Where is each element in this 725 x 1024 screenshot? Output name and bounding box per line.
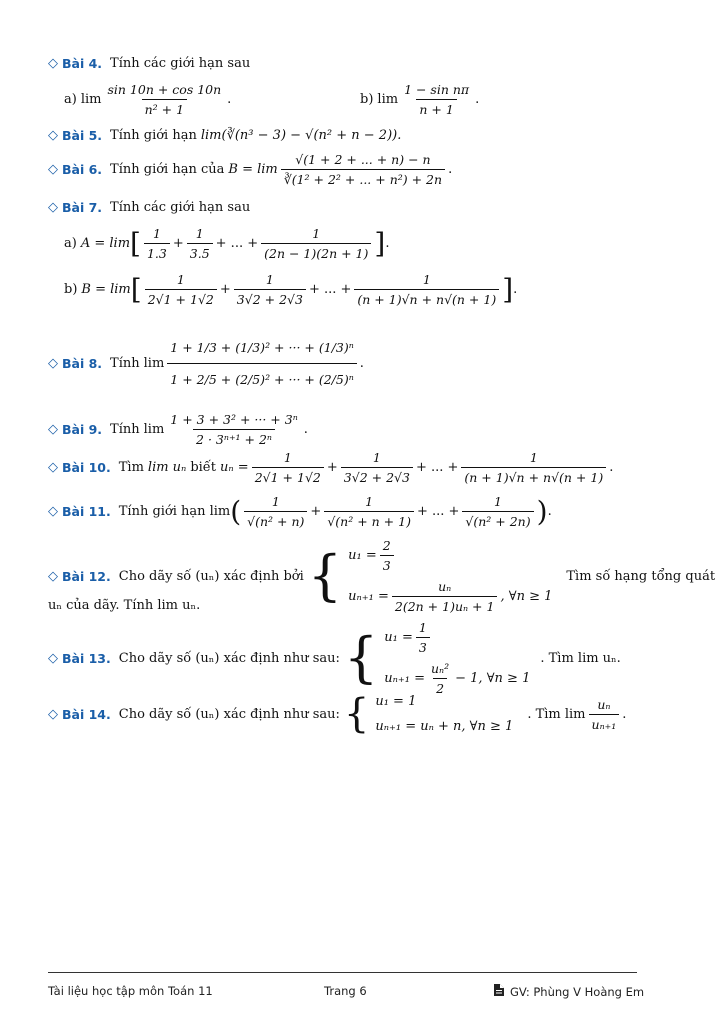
problem-4 [48, 56, 665, 71]
diamond-arrows-icon: ◇ [48, 56, 58, 71]
diamond-arrows-icon: ◇ [48, 162, 58, 177]
problem-text: Tính [110, 422, 140, 437]
problem-text: Tính giới hạn [118, 504, 206, 519]
problem-text: biết [190, 460, 217, 475]
lim-text: lim [209, 504, 231, 519]
fraction: $\frac{\text{1 + 1/3 + (1/3)² + ··· + (1/3)ⁿ}}{\text{1 + 2/5 + (2/5)² + ··· + (2/5)ⁿ}}$ [167, 340, 357, 387]
problem-label: Bài 9. [62, 422, 103, 437]
problem-7a: a) A = lim [ $\frac{1}{1.3}$ + $\frac{1}{3.5}$ + ... + $\frac{1}{(2n - 1)(2n + 1)}$ ] . [64, 226, 390, 261]
footer-left: Tài liệu học tập môn Toán 11 [48, 984, 213, 998]
fraction: $\frac{1}{(2n - 1)(2n + 1)}$ [261, 226, 371, 261]
part-label: a) [64, 92, 77, 107]
problem-text: Tính [110, 356, 140, 371]
lim-text: lim uₙ [147, 460, 187, 475]
fraction: $\frac{1}{\text{√(n² + 2n)}}$ [462, 494, 533, 529]
footer-author: GV: Phùng V Hoàng Em [510, 984, 645, 999]
problem-text: Cho dãy số (uₙ) xác định như sau: [118, 706, 340, 722]
problem-label: Bài 4. [62, 56, 103, 71]
footer-divider [48, 972, 637, 973]
math-lhs: B = lim [81, 282, 131, 297]
problem-label: Bài 14. [62, 706, 111, 722]
problem-label: Bài 12. [62, 568, 111, 584]
fraction: $\frac{√(1 + 2 + ... + n) - n}{\text{∛(1² + 2² + ... + n²) + 2n}}$ [281, 152, 445, 187]
diamond-arrows-icon: ◇ [48, 568, 58, 584]
math-lhs: uₙ = [220, 460, 249, 475]
footer-right [494, 984, 644, 999]
diamond-arrows-icon: ◇ [48, 356, 58, 371]
problem-text: Tìm [118, 460, 144, 475]
lim-text: lim [143, 356, 165, 371]
diamond-arrows-icon: ◇ [48, 128, 58, 143]
problem-7 [48, 200, 665, 215]
problem-4b: b) lim $\frac{\text{1 − sin nπ}}{n + 1}$ . [360, 82, 480, 117]
problem-5 [48, 128, 665, 143]
problem-text: Cho dãy số (uₙ) xác định như sau: [118, 650, 340, 666]
problem-9: ◇ Bài 9. Tính lim $\frac{\text{1 + 3 + 3² + ··· + 3ⁿ}}{\text{2 · 3ⁿ⁺¹ + 2ⁿ}}$ . [48, 412, 308, 447]
recurrence-system: u₁ = $\frac{2}{3}$ uₙ₊₁ = $\frac{\text{uₙ}}{\text{2(2n + 1)uₙ + 1}}$ , ∀n ≥ 1 [348, 538, 553, 614]
fraction: $\frac{1}{2√1 + 1√2}$ [145, 272, 217, 307]
problem-label: Bài 6. [62, 162, 103, 177]
problem-text: Tính các giới hạn sau [110, 200, 251, 215]
problem-label: Bài 8. [62, 356, 103, 371]
diamond-arrows-icon: ◇ [48, 422, 58, 437]
fraction: $\frac{1}{\text{√(n² + n)}}$ [244, 494, 307, 529]
fraction: $\frac{\text{uₙ}}{\text{uₙ₊₁}}$ [589, 697, 620, 732]
problem-text: Tính giới hạn của [110, 162, 225, 177]
fraction: $\frac{1}{3√2 + 2√3}$ [341, 450, 413, 485]
part-label: b) [360, 92, 374, 107]
diamond-arrows-icon: ◇ [48, 706, 58, 722]
lim-text: lim [80, 92, 102, 107]
part-label: a) [64, 236, 77, 251]
problem-label: Bài 11. [62, 504, 111, 519]
footer-page-number: Trang 6 [324, 984, 367, 998]
problem-label: Bài 5. [62, 128, 103, 143]
problem-12: ◇ Bài 12. Cho dãy số (uₙ) xác định bởi { u₁ = $\frac{2}{3}$ uₙ₊₁ = $\frac{\text{uₙ}}{\text{2(2n + 1)uₙ + 1}}$ , ∀n ≥ 1 Tìm số hạng tổng quát [48, 538, 716, 614]
fraction: $\frac{1}{(n + 1)√n + n√(n + 1)}$ [461, 450, 606, 485]
problem-text: Tính giới hạn [110, 128, 197, 143]
diamond-arrows-icon: ◇ [48, 460, 58, 475]
problem-label: Bài 10. [62, 460, 111, 475]
recurrence-system: u₁ = 1 uₙ₊₁ = uₙ + n, ∀n ≥ 1 [375, 694, 514, 734]
problem-11: ◇ Bài 11. Tính giới hạn lim ( $\frac{1}{\text{√(n² + n)}}$ + $\frac{1}{\text{√(n² + n + 1)}}$ + ... + $\frac{1}{\text{√(n² + 2n)}}$ ) . [48, 494, 552, 529]
problem-10: ◇ Bài 10. Tìm lim uₙ biết uₙ = $\frac{1}{2√1 + 1√2}$ + $\frac{1}{3√2 + 2√3}$ + ... + $\frac{1}{(n + 1)√n + n√(n + 1)}$ . [48, 450, 614, 485]
part-label: b) [64, 282, 78, 297]
math-lhs: B = lim [228, 162, 278, 177]
problem-label: Bài 7. [62, 200, 103, 215]
problem-text: Tìm số hạng tổng quát [566, 568, 716, 584]
fraction: $\frac{\text{1 − sin nπ}}{n + 1}$ [404, 82, 470, 117]
problem-text: . Tìm lim uₙ. [540, 650, 621, 666]
fraction: $\frac{\sin 10n + \cos 10n}{\text{n² + 1}}$ [107, 82, 222, 117]
document-icon [494, 984, 504, 999]
fraction: $\frac{1}{\text{√(n² + n + 1)}}$ [324, 494, 414, 529]
problem-text: Tính các giới hạn sau [110, 56, 251, 71]
lim-text: lim [143, 422, 165, 437]
diamond-arrows-icon: ◇ [48, 200, 58, 215]
math-expression: lim(∛(n³ − 3) − √(n² + n − 2)). [200, 128, 402, 143]
problem-12-continued [48, 598, 665, 613]
fraction: $\frac{\text{1 + 3 + 3² + ··· + 3ⁿ}}{\text{2 · 3ⁿ⁺¹ + 2ⁿ}}$ [170, 412, 298, 447]
problem-13: ◇ Bài 13. Cho dãy số (uₙ) xác định như sau: { u₁ = $\frac{1}{3}$ uₙ₊₁ = $\frac{\text{uₙ²}}{2}$ − 1, ∀n ≥ 1 . Tìm lim uₙ. [48, 620, 621, 696]
problem-text: Cho dãy số (uₙ) xác định bởi [118, 568, 304, 584]
fraction: $\frac{1}{3√2 + 2√3}$ [234, 272, 306, 307]
recurrence-system: u₁ = $\frac{1}{3}$ uₙ₊₁ = $\frac{\text{uₙ²}}{2}$ − 1, ∀n ≥ 1 [384, 620, 531, 696]
problem-14: ◇ Bài 14. Cho dãy số (uₙ) xác định như sau: { u₁ = 1 uₙ₊₁ = uₙ + n, ∀n ≥ 1 . Tìm lim $\frac{\text{uₙ}}{\text{uₙ₊₁}}$ . [48, 691, 627, 737]
problem-8: ◇ Bài 8. Tính lim $\frac{\text{1 + 1/3 + (1/3)² + ··· + (1/3)ⁿ}}{\text{1 + 2/5 + (2/5)² + ··· + (2/5)ⁿ}}$ . [48, 340, 364, 387]
math-lhs: A = lim [80, 236, 131, 251]
problem-label: Bài 13. [62, 650, 111, 666]
problem-text: uₙ của dãy. Tính lim uₙ. [48, 598, 201, 613]
diamond-arrows-icon: ◇ [48, 504, 58, 519]
problem-4a: a) lim $\frac{\sin 10n + \cos 10n}{\text{n² + 1}}$ . [64, 82, 232, 117]
fraction: $\frac{1}{1.3}$ [144, 226, 170, 261]
problem-text: . Tìm lim [527, 706, 586, 722]
lim-text: lim [377, 92, 399, 107]
problem-7b: b) B = lim [ $\frac{1}{2√1 + 1√2}$ + $\frac{1}{3√2 + 2√3}$ + ... + $\frac{1}{(n + 1)√n + n√(n + 1)}$ ] . [64, 272, 518, 307]
diamond-arrows-icon: ◇ [48, 650, 58, 666]
fraction: $\frac{1}{2√1 + 1√2}$ [252, 450, 324, 485]
fraction: $\frac{1}{(n + 1)√n + n√(n + 1)}$ [354, 272, 499, 307]
problem-6: ◇ Bài 6. Tính giới hạn của B = lim $\frac{√(1 + 2 + ... + n) - n}{\text{∛(1² + 2² + ... + n²) + 2n}}$ . [48, 152, 453, 187]
fraction: $\frac{1}{3.5}$ [187, 226, 213, 261]
